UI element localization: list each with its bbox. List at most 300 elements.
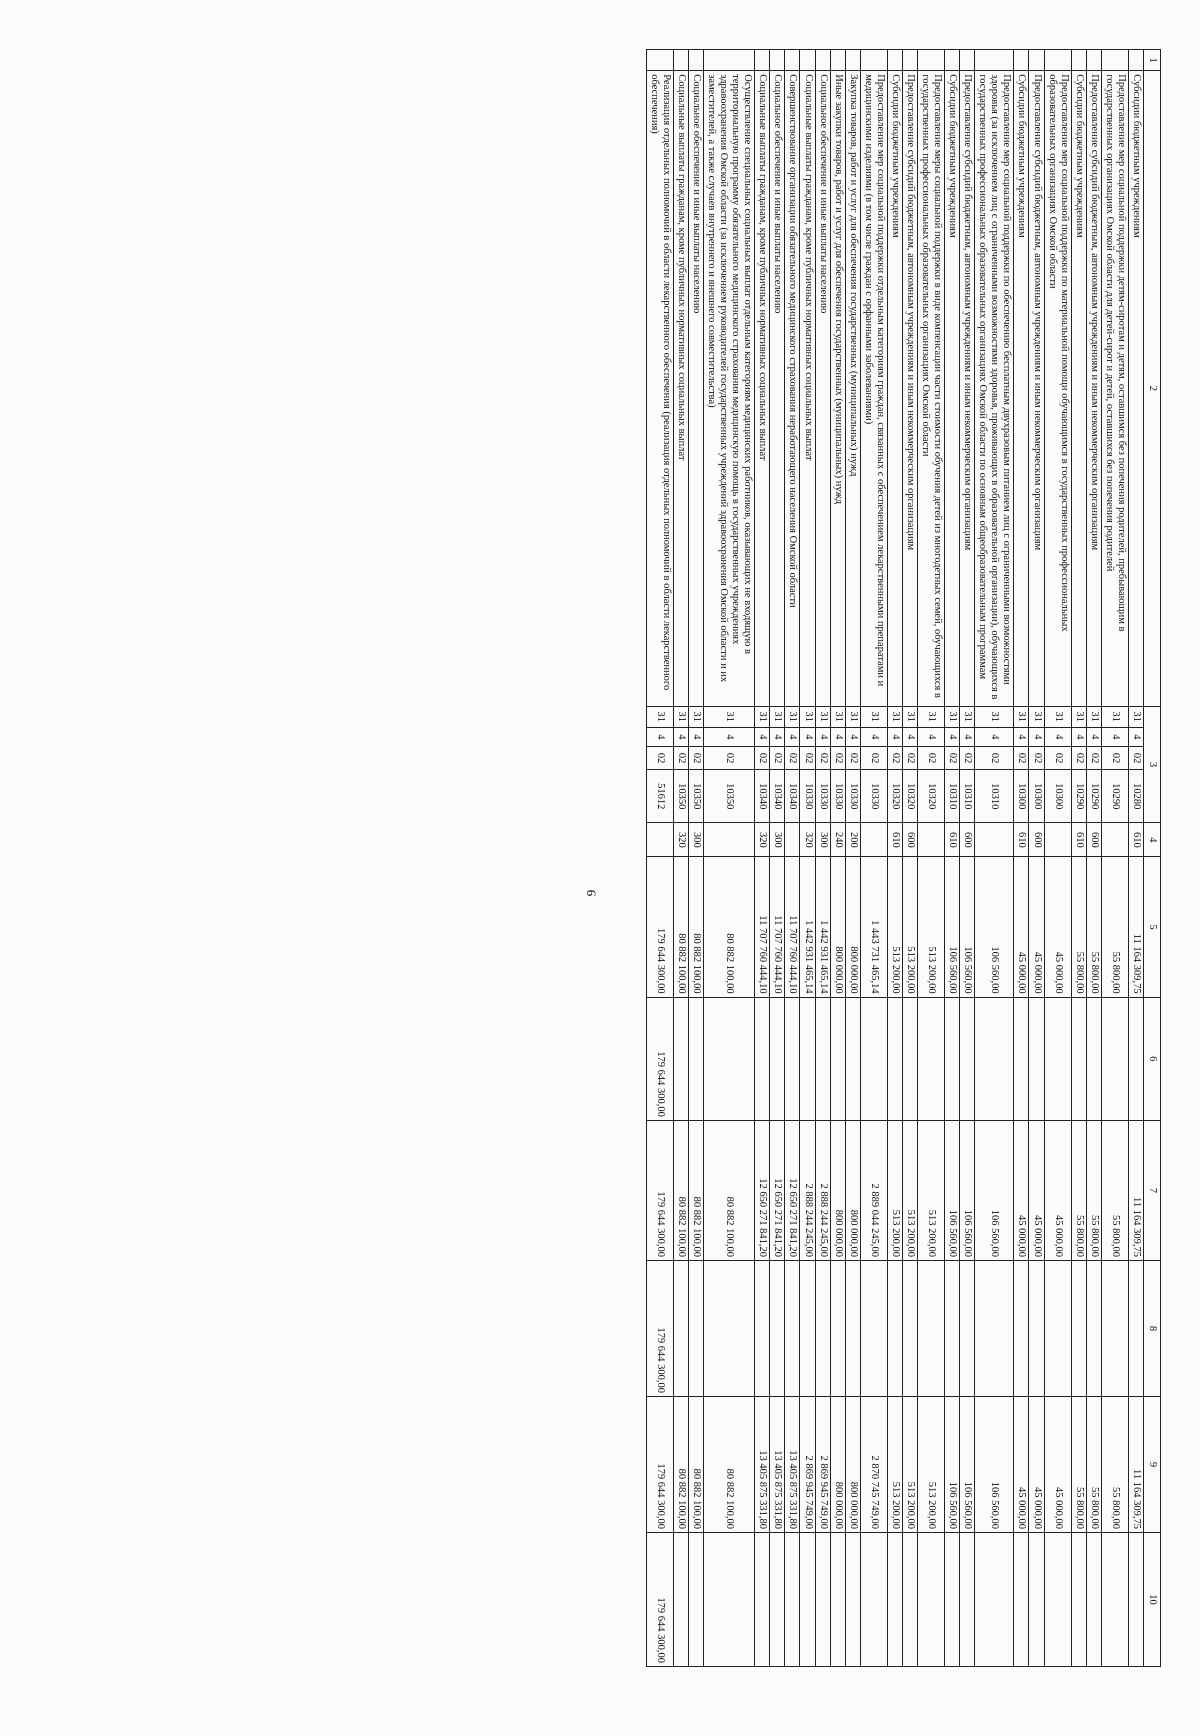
cell-c4: 10330 <box>815 770 830 823</box>
cell-c1: 31 <box>770 706 785 727</box>
cell-c3: 02 <box>1044 746 1071 769</box>
cell-v9: 2 870 745 749,00 <box>860 1397 887 1533</box>
cell-v8 <box>845 1261 860 1397</box>
table-row <box>673 50 688 1667</box>
cell-c4: 10310 <box>945 770 960 823</box>
cell-v9: 80 882 100,00 <box>704 1397 755 1533</box>
cell-c2: 4 <box>887 727 902 746</box>
cell-c3: 02 <box>755 746 770 769</box>
cell-c4: 10290 <box>1086 770 1101 823</box>
cell-c2: 4 <box>785 727 800 746</box>
cell-c2: 4 <box>845 727 860 746</box>
cell-v10 <box>785 1533 800 1667</box>
cell-c5 <box>918 823 945 857</box>
cell-v7: 513 200,00 <box>887 1120 902 1260</box>
cell-v9: 80 882 100,00 <box>689 1397 704 1533</box>
cell-name: Предоставление мер социальной поддержки по материальной помощи обучающимся в государственных профессиональных образовательных организациях Омской области <box>1044 71 1071 706</box>
table-row <box>830 50 845 1667</box>
cell-c2: 4 <box>689 727 704 746</box>
cell-c3: 02 <box>860 746 887 769</box>
cell-v5: 11 707 760 444,10 <box>770 857 785 997</box>
cell-v10 <box>800 1533 815 1667</box>
cell-v10 <box>1014 1533 1029 1667</box>
table-row <box>918 50 945 1667</box>
cell-name: Субсидии бюджетным учреждениям <box>887 71 902 706</box>
cell-v5: 1 442 931 465,14 <box>800 857 815 997</box>
table-row <box>770 50 785 1667</box>
cell-v8 <box>945 1261 960 1397</box>
cell-c5: 600 <box>960 823 975 857</box>
cell-v8 <box>800 1261 815 1397</box>
cell-col1 <box>830 50 845 71</box>
cell-c1: 31 <box>815 706 830 727</box>
header-col-10: 10 <box>1144 1533 1161 1667</box>
cell-v5: 80 882 100,00 <box>689 857 704 997</box>
cell-col1 <box>945 50 960 71</box>
cell-v9: 800 000,00 <box>830 1397 845 1533</box>
cell-c2: 4 <box>860 727 887 746</box>
cell-v7: 45 000,00 <box>1044 1120 1071 1260</box>
cell-col1 <box>960 50 975 71</box>
header-col-4: 4 <box>1144 823 1161 857</box>
cell-c5: 300 <box>770 823 785 857</box>
cell-v5: 45 000,00 <box>1044 857 1071 997</box>
cell-v10 <box>902 1533 917 1667</box>
cell-c3: 02 <box>960 746 975 769</box>
cell-v7: 2 888 244 245,00 <box>800 1120 815 1260</box>
cell-col1 <box>1128 50 1143 71</box>
cell-v9: 106 560,00 <box>975 1397 1014 1533</box>
cell-name: Иные закупки товаров, работ и услуг для обеспечения государственных (муниципальных) нужд <box>830 71 845 706</box>
cell-name: Социальные выплаты гражданам, кроме публичных нормативных социальных выплат <box>755 71 770 706</box>
header-col-2: 2 <box>1144 71 1161 706</box>
cell-c3: 02 <box>673 746 688 769</box>
cell-v6 <box>918 997 945 1120</box>
cell-v5: 513 200,00 <box>902 857 917 997</box>
cell-col1 <box>770 50 785 71</box>
cell-c3: 02 <box>887 746 902 769</box>
cell-v8 <box>975 1261 1014 1397</box>
cell-c3: 02 <box>785 746 800 769</box>
table-row <box>860 50 887 1667</box>
cell-c3: 02 <box>770 746 785 769</box>
cell-v6 <box>1071 997 1086 1120</box>
cell-v10 <box>815 1533 830 1667</box>
header-col-3: 3 <box>1144 706 1161 823</box>
cell-v7: 12 650 271 841,20 <box>755 1120 770 1260</box>
cell-v9: 55 800,00 <box>1101 1397 1128 1533</box>
cell-v9: 11 164 309,75 <box>1128 1397 1143 1533</box>
cell-c2: 4 <box>1071 727 1086 746</box>
table-row <box>902 50 917 1667</box>
cell-v6 <box>815 997 830 1120</box>
cell-v5: 106 560,00 <box>975 857 1014 997</box>
table-row <box>1071 50 1086 1667</box>
cell-v9: 13 405 875 331,80 <box>785 1397 800 1533</box>
cell-col1 <box>1029 50 1044 71</box>
table-row <box>1128 50 1143 1667</box>
page-number: 9 <box>583 889 599 897</box>
table-row <box>704 50 755 1667</box>
cell-c1: 31 <box>1044 706 1071 727</box>
cell-v7: 45 000,00 <box>1029 1120 1044 1260</box>
cell-v7: 800 000,00 <box>830 1120 845 1260</box>
cell-v9: 13 405 875 331,80 <box>770 1397 785 1533</box>
cell-name: Социальное обеспечение и иные выплаты населению <box>815 71 830 706</box>
cell-v10 <box>704 1533 755 1667</box>
cell-name: Социальные выплаты гражданам, кроме публичных нормативных социальных выплат <box>800 71 815 706</box>
cell-name: Предоставление субсидий бюджетным, автономным учреждениям и иным некоммерческим организациям <box>1029 71 1044 706</box>
cell-c3: 02 <box>830 746 845 769</box>
cell-c3: 02 <box>1128 746 1143 769</box>
cell-v10 <box>1128 1533 1143 1667</box>
table-row <box>887 50 902 1667</box>
cell-c5: 200 <box>845 823 860 857</box>
cell-c5: 300 <box>815 823 830 857</box>
cell-v8 <box>785 1261 800 1397</box>
cell-c4: 10320 <box>902 770 917 823</box>
cell-v7: 55 800,00 <box>1071 1120 1086 1260</box>
cell-v6 <box>887 997 902 1120</box>
cell-c4: 10330 <box>800 770 815 823</box>
cell-v6 <box>1029 997 1044 1120</box>
cell-c1: 31 <box>646 706 673 727</box>
cell-v8 <box>860 1261 887 1397</box>
cell-v9: 800 000,00 <box>845 1397 860 1533</box>
cell-v8 <box>1086 1261 1101 1397</box>
cell-v5: 45 000,00 <box>1029 857 1044 997</box>
header-col-9: 9 <box>1144 1397 1161 1533</box>
table-row <box>689 50 704 1667</box>
cell-c5: 240 <box>830 823 845 857</box>
cell-c1: 31 <box>830 706 845 727</box>
cell-v8 <box>1014 1261 1029 1397</box>
cell-v8 <box>887 1261 902 1397</box>
cell-c5: 600 <box>902 823 917 857</box>
cell-v5: 1 443 731 465,14 <box>860 857 887 997</box>
cell-v6: 179 644 300,00 <box>646 997 673 1120</box>
cell-c5: 300 <box>689 823 704 857</box>
cell-name: Реализация отдельных полномочий в области лекарственного обеспечения (реализация отдельных полномочий в области лекарственного обеспечения) <box>646 71 673 706</box>
cell-c2: 4 <box>960 727 975 746</box>
cell-v10 <box>975 1533 1014 1667</box>
cell-c4: 10330 <box>845 770 860 823</box>
cell-v9: 513 200,00 <box>902 1397 917 1533</box>
cell-v10 <box>887 1533 902 1667</box>
cell-v10 <box>960 1533 975 1667</box>
cell-c3: 02 <box>845 746 860 769</box>
cell-c2: 4 <box>704 727 755 746</box>
cell-v5: 179 644 300,00 <box>646 857 673 997</box>
cell-c5 <box>785 823 800 857</box>
cell-c3: 02 <box>1071 746 1086 769</box>
header-row <box>1144 50 1161 1667</box>
cell-v9: 106 560,00 <box>945 1397 960 1533</box>
rotated-table-container <box>95 49 1161 1667</box>
cell-c4: 10340 <box>755 770 770 823</box>
cell-v8 <box>1128 1261 1143 1397</box>
cell-c1: 31 <box>755 706 770 727</box>
cell-c5: 610 <box>1128 823 1143 857</box>
cell-v7: 106 560,00 <box>975 1120 1014 1260</box>
cell-v9: 55 800,00 <box>1071 1397 1086 1533</box>
cell-c1: 31 <box>1128 706 1143 727</box>
cell-v7: 106 560,00 <box>960 1120 975 1260</box>
cell-col1 <box>704 50 755 71</box>
cell-v6 <box>1128 997 1143 1120</box>
cell-v6 <box>1101 997 1128 1120</box>
cell-c5 <box>1044 823 1071 857</box>
cell-c4: 10320 <box>887 770 902 823</box>
cell-v9: 513 200,00 <box>887 1397 902 1533</box>
cell-name: Субсидии бюджетным учреждениям <box>1128 71 1143 706</box>
cell-v6 <box>975 997 1014 1120</box>
cell-c1: 31 <box>1014 706 1029 727</box>
cell-v7: 513 200,00 <box>918 1120 945 1260</box>
cell-v6 <box>704 997 755 1120</box>
cell-v7: 80 882 100,00 <box>704 1120 755 1260</box>
cell-c4: 10330 <box>830 770 845 823</box>
cell-v6 <box>902 997 917 1120</box>
cell-v7: 12 650 271 841,20 <box>770 1120 785 1260</box>
table-row <box>1014 50 1029 1667</box>
cell-c2: 4 <box>770 727 785 746</box>
cell-name: Предоставление мер социальной поддержки детям-сиротам и детям, оставшимся без попечения родителей, пребывающим в государственных организациях Омской области для детей-сирот и детей, оставшихся без попечения родителей <box>1101 71 1128 706</box>
header-col-5: 5 <box>1144 857 1161 997</box>
cell-col1 <box>785 50 800 71</box>
cell-v5: 80 882 100,00 <box>704 857 755 997</box>
cell-c2: 4 <box>1128 727 1143 746</box>
cell-v5: 106 560,00 <box>960 857 975 997</box>
header-col-1: 1 <box>1144 50 1161 71</box>
cell-v9: 2 869 945 749,00 <box>800 1397 815 1533</box>
cell-v7: 179 644 300,00 <box>646 1120 673 1260</box>
cell-name: Совершенствование организации обязательного медицинского страхования неработающего населения Омской области <box>785 71 800 706</box>
cell-name: Предоставление субсидий бюджетным, автономным учреждениям и иным некоммерческим организациям <box>902 71 917 706</box>
cell-c2: 4 <box>1029 727 1044 746</box>
cell-c3: 02 <box>918 746 945 769</box>
cell-c4: 10290 <box>1101 770 1128 823</box>
cell-col1 <box>689 50 704 71</box>
cell-c2: 4 <box>800 727 815 746</box>
cell-v6 <box>945 997 960 1120</box>
cell-v6 <box>845 997 860 1120</box>
table-row <box>945 50 960 1667</box>
cell-v7: 2 889 044 245,00 <box>860 1120 887 1260</box>
cell-v10 <box>1071 1533 1086 1667</box>
cell-v9: 513 200,00 <box>918 1397 945 1533</box>
cell-v6 <box>800 997 815 1120</box>
cell-c3: 02 <box>689 746 704 769</box>
cell-c1: 31 <box>704 706 755 727</box>
cell-c5: 600 <box>1029 823 1044 857</box>
cell-c2: 4 <box>918 727 945 746</box>
cell-c1: 31 <box>800 706 815 727</box>
cell-c3: 02 <box>815 746 830 769</box>
cell-col1 <box>918 50 945 71</box>
cell-v7: 2 888 244 245,00 <box>815 1120 830 1260</box>
cell-c5 <box>704 823 755 857</box>
cell-v8 <box>830 1261 845 1397</box>
cell-v10 <box>770 1533 785 1667</box>
cell-col1 <box>887 50 902 71</box>
cell-v5: 800 000,00 <box>830 857 845 997</box>
cell-c1: 31 <box>1101 706 1128 727</box>
cell-c2: 4 <box>1101 727 1128 746</box>
cell-c3: 02 <box>800 746 815 769</box>
cell-v8 <box>755 1261 770 1397</box>
cell-c3: 02 <box>902 746 917 769</box>
cell-c3: 02 <box>1014 746 1029 769</box>
cell-col1 <box>1071 50 1086 71</box>
cell-v8 <box>1071 1261 1086 1397</box>
cell-v5: 55 800,00 <box>1101 857 1128 997</box>
cell-v10: 179 644 300,00 <box>646 1533 673 1667</box>
cell-c5 <box>646 823 673 857</box>
cell-col1 <box>1044 50 1071 71</box>
cell-name: Предоставление субсидий бюджетным, автономным учреждениям и иным некоммерческим организациям <box>1086 71 1101 706</box>
cell-v5: 11 707 760 444,10 <box>785 857 800 997</box>
cell-c5: 610 <box>945 823 960 857</box>
cell-name: Предоставление мер социальной поддержки по обеспечению бесплатным двухразовым питанием лиц с ограниченными возможностями здоровья (за исключением лиц с ограниченными возможностями здоровья, проживающих в образовательной организации), обучающихся в государственных профессиональных образовательных организациях Омской области по основным общеобразовательным программам <box>975 71 1014 706</box>
cell-v6 <box>673 997 688 1120</box>
cell-v5: 45 000,00 <box>1014 857 1029 997</box>
cell-name: Предоставление меры социальной поддержки в виде компенсации части стоимости обучения детей из многодетных семей, обучающихся в государственных профессиональных образовательных организациях Омской области <box>918 71 945 706</box>
cell-v6 <box>1086 997 1101 1120</box>
cell-col1 <box>860 50 887 71</box>
cell-c2: 4 <box>902 727 917 746</box>
cell-v9: 80 882 100,00 <box>673 1397 688 1533</box>
cell-c4: 10340 <box>785 770 800 823</box>
cell-v6 <box>770 997 785 1120</box>
table-row <box>1029 50 1044 1667</box>
cell-c1: 31 <box>785 706 800 727</box>
cell-v5: 1 442 931 465,14 <box>815 857 830 997</box>
cell-v8 <box>673 1261 688 1397</box>
cell-c5 <box>1101 823 1128 857</box>
cell-col1 <box>1086 50 1101 71</box>
cell-c5: 320 <box>800 823 815 857</box>
cell-c5: 320 <box>755 823 770 857</box>
cell-v10 <box>689 1533 704 1667</box>
cell-c2: 4 <box>1086 727 1101 746</box>
cell-c2: 4 <box>673 727 688 746</box>
cell-c2: 4 <box>815 727 830 746</box>
cell-v8 <box>918 1261 945 1397</box>
cell-c4: 10300 <box>1014 770 1029 823</box>
cell-col1 <box>800 50 815 71</box>
cell-v7: 55 800,00 <box>1086 1120 1101 1260</box>
cell-v6 <box>689 997 704 1120</box>
cell-v7: 45 000,00 <box>1014 1120 1029 1260</box>
cell-c5 <box>860 823 887 857</box>
cell-v6 <box>785 997 800 1120</box>
cell-c4: 10280 <box>1128 770 1143 823</box>
cell-col1 <box>845 50 860 71</box>
cell-v8 <box>689 1261 704 1397</box>
cell-v7: 106 560,00 <box>945 1120 960 1260</box>
cell-c5: 610 <box>1071 823 1086 857</box>
cell-c1: 31 <box>1029 706 1044 727</box>
table-body <box>646 50 1143 1667</box>
cell-c5: 610 <box>1014 823 1029 857</box>
cell-v6 <box>860 997 887 1120</box>
table-row <box>785 50 800 1667</box>
table-row <box>960 50 975 1667</box>
cell-c3: 02 <box>945 746 960 769</box>
cell-name: Субсидии бюджетным учреждениям <box>1014 71 1029 706</box>
cell-c1: 31 <box>845 706 860 727</box>
table-row <box>646 50 673 1667</box>
cell-v10 <box>1044 1533 1071 1667</box>
cell-c2: 4 <box>646 727 673 746</box>
cell-c4: 10320 <box>918 770 945 823</box>
cell-c2: 4 <box>1014 727 1029 746</box>
cell-c3: 02 <box>1086 746 1101 769</box>
cell-col1 <box>1014 50 1029 71</box>
cell-v5: 11 707 760 444,10 <box>755 857 770 997</box>
cell-c4: 10290 <box>1071 770 1086 823</box>
cell-v9: 13 405 875 331,80 <box>755 1397 770 1533</box>
cell-v10 <box>1086 1533 1101 1667</box>
cell-v10 <box>755 1533 770 1667</box>
cell-c4: 10350 <box>704 770 755 823</box>
cell-name: Социальные выплаты гражданам, кроме публичных нормативных социальных выплат <box>673 71 688 706</box>
cell-c3: 02 <box>975 746 1014 769</box>
cell-v5: 55 800,00 <box>1071 857 1086 997</box>
cell-c3: 02 <box>704 746 755 769</box>
cell-v10 <box>1101 1533 1128 1667</box>
cell-v9: 45 000,00 <box>1014 1397 1029 1533</box>
table-row <box>800 50 815 1667</box>
cell-c4: 10310 <box>975 770 1014 823</box>
cell-c1: 31 <box>918 706 945 727</box>
cell-v8: 179 644 300,00 <box>646 1261 673 1397</box>
budget-table <box>646 49 1161 1667</box>
cell-v5: 80 882 100,00 <box>673 857 688 997</box>
cell-v7: 800 000,00 <box>845 1120 860 1260</box>
table-row <box>1086 50 1101 1667</box>
table-row <box>815 50 830 1667</box>
cell-name: Субсидии бюджетным учреждениям <box>1071 71 1086 706</box>
cell-c1: 31 <box>960 706 975 727</box>
cell-c1: 31 <box>975 706 1014 727</box>
table-row <box>755 50 770 1667</box>
cell-c1: 31 <box>887 706 902 727</box>
table-row <box>845 50 860 1667</box>
cell-v6 <box>755 997 770 1120</box>
cell-v8 <box>960 1261 975 1397</box>
cell-name: Осуществление специальных социальных выплат отдельным категориям медицинских работников, оказывающих не входящую в территориальную программу обязательного медицинского страхования медицинскую помощь в государственных учреждениях здравоохранения Омской области (за исключением руководителей государственных учреждений здравоохранения Омской области и их заместителей, а также случаев внутреннего и внешнего совместительства) <box>704 71 755 706</box>
cell-v8 <box>902 1261 917 1397</box>
cell-v10 <box>860 1533 887 1667</box>
table-row <box>1044 50 1071 1667</box>
cell-v10 <box>845 1533 860 1667</box>
cell-v7: 11 164 309,75 <box>1128 1120 1143 1260</box>
cell-v5: 11 164 309,75 <box>1128 857 1143 997</box>
cell-c1: 31 <box>689 706 704 727</box>
cell-c1: 31 <box>1086 706 1101 727</box>
cell-col1 <box>902 50 917 71</box>
cell-c5: 320 <box>673 823 688 857</box>
cell-c1: 31 <box>902 706 917 727</box>
cell-v9: 45 000,00 <box>1044 1397 1071 1533</box>
cell-v10 <box>673 1533 688 1667</box>
cell-c1: 31 <box>673 706 688 727</box>
cell-col1 <box>1101 50 1128 71</box>
cell-v5: 106 560,00 <box>945 857 960 997</box>
cell-v8 <box>770 1261 785 1397</box>
